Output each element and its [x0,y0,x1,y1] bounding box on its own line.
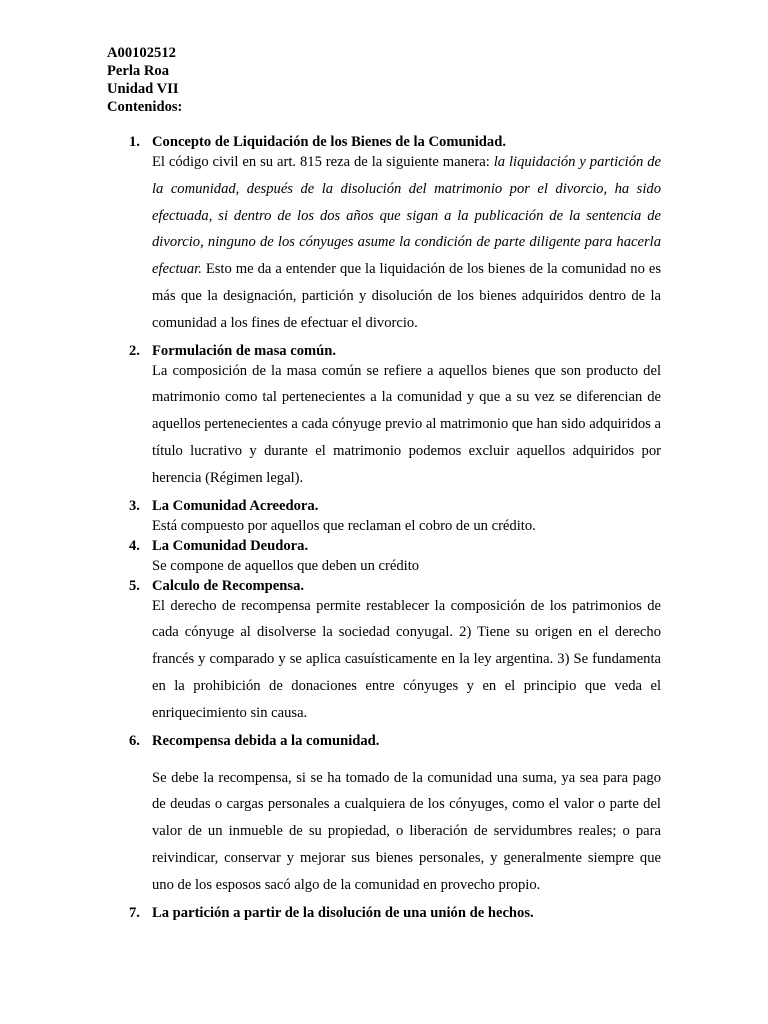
item-paragraph: Se compone de aquellos que deben un crédito [152,557,420,574]
item-number: 7. [129,904,140,921]
item-paragraph: Se debe la recompensa, si se ha tomado de la comunidad una suma, ya sea para pago de deudas o cargas personales a cualquiera de los cónyuges, como el valor o parte del valor de un inmueble de su propiedad, o liberación de servidumbres reales; o para reivindicar, conservar y mejorar sus bienes personales, y generalmente siempre que uno de los esposos sacó algo de la comunidad en provecho propio. [152,769,661,893]
item-paragraph: La composición de la masa común se refiere a aquellos bienes que son producto del matrimonio como tal pertenecientes a la comunidad y que a su vez se diferencian de aquellos pertenecientes a cada cónyuge previo al matrimonio que han sido adquiridos a título lucrativo y durante el matrimonio podemos excluir aquellos adquiridos por herencia (Régimen legal). [152,362,661,486]
item-paragraph: Está compuesto por aquellos que reclaman el cobro de un crédito. [152,517,536,534]
list-item-6 [107,731,661,899]
item-number: 4. [129,537,140,554]
paragraph-intro: El código civil en su art. 815 reza de la siguiente manera: [152,154,494,170]
item-number: 5. [129,577,140,594]
contents-list [107,132,661,923]
list-item-2 [107,341,661,492]
item-paragraph [152,149,661,337]
list-item-3 [107,496,661,536]
item-number: 3. [129,497,140,514]
item-title: Formulación de masa común. [152,342,337,359]
document-header [107,44,661,116]
list-item-7 [107,903,661,923]
document-page [107,44,661,923]
item-number: 6. [129,732,140,749]
item-title: Recompensa debida a la comunidad. [152,732,380,749]
item-number: 1. [129,134,140,150]
list-item-1 [107,132,661,337]
item-title: La partición a partir de la disolución de una unión de hechos. [152,904,534,921]
list-item-4 [107,536,661,576]
unit-title: Unidad VII [107,81,179,97]
student-id: A00102512 [107,45,176,61]
list-item-5 [107,576,661,727]
item-paragraph: El derecho de recompensa permite restablecer la composición de los patrimonios de cada cónyuge al disolverse la sociedad conyugal. 2) Tiene su origen en el derecho francés y comparado y se aplica casuísticamente en la ley argentina. 3) Se fundamenta en la prohibición de donaciones entre cónyuges y en el principio que veda el enriquecimiento sin causa. [152,597,661,721]
paragraph-quote: la liquidación y partición de la comunidad, después de la disolución del matrimonio por el divorcio, ha sido efectuada, si dentro de los dos años que sigan a la publicación de la sentencia de divorcio, ninguno de los cónyuges asume la condición de parte diligente para hacerla efectuar. [152,154,661,278]
item-title: Concepto de Liquidación de los Bienes de la Comunidad. [152,134,506,150]
item-title: Calculo de Recompensa. [152,577,305,594]
item-number: 2. [129,342,140,359]
item-title: La Comunidad Acreedora. [152,497,319,514]
contents-label: Contenidos: [107,99,183,115]
paragraph-conclusion: Esto me da a entender que la liquidación de los bienes de la comunidad no es más que la designación, partición y disolución de los bienes adquiridos dentro de la comunidad a los fines de efectuar el divorcio. [152,261,661,331]
item-title: La Comunidad Deudora. [152,537,309,554]
student-name: Perla Roa [107,63,170,79]
